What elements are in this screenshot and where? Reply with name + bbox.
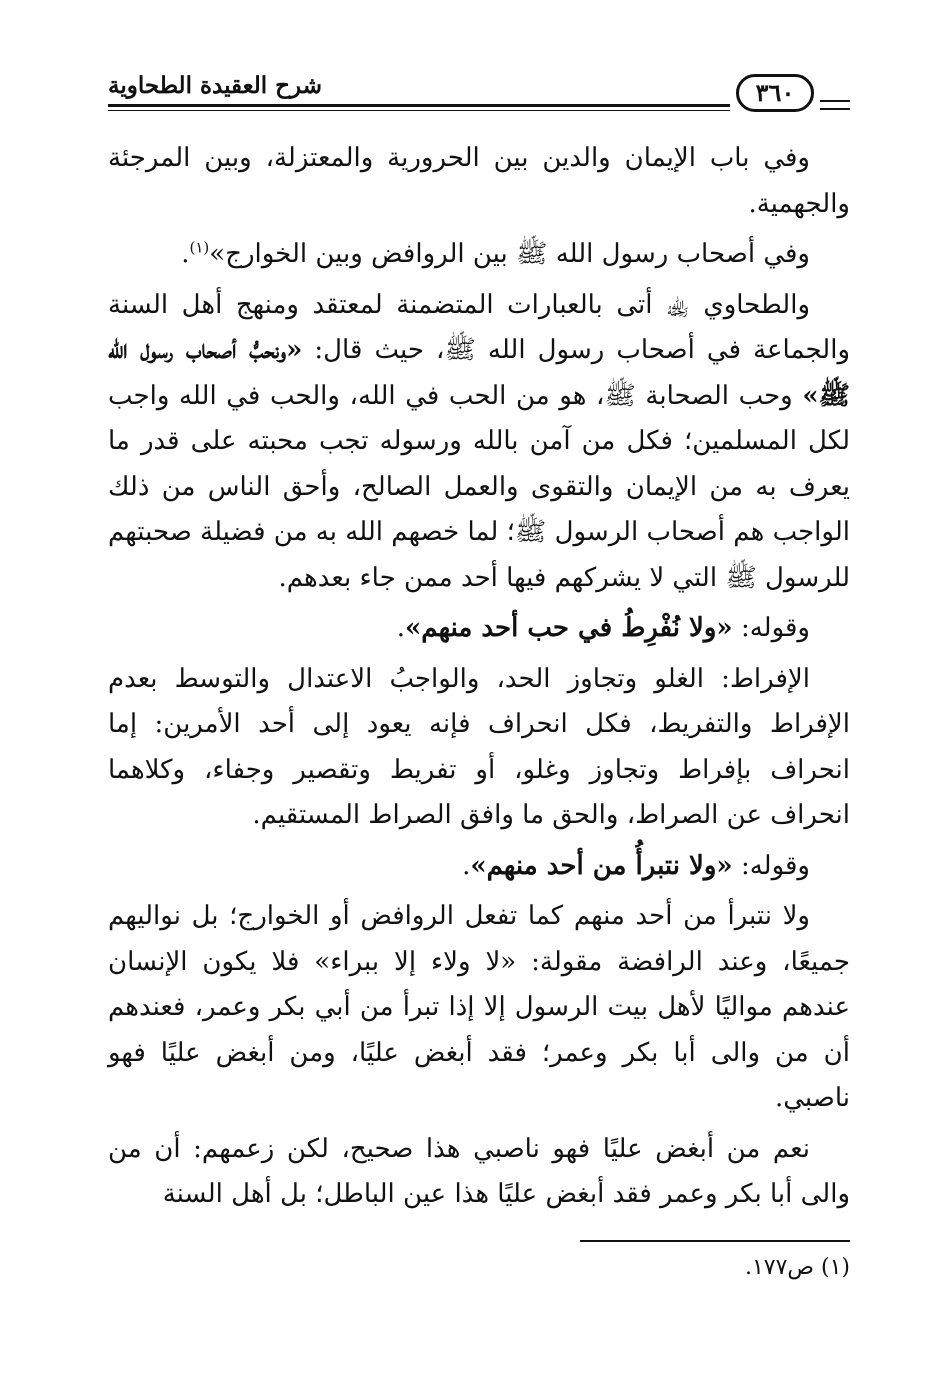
header-rule	[108, 104, 730, 107]
quote-no-excess: «ولا نُفْرِطُ في حب أحد منهم»	[405, 613, 733, 643]
period: .	[396, 613, 406, 643]
footnote: (١) ص١٧٧.	[744, 1255, 850, 1280]
book-title: شرح العقيدة الطحاوية	[108, 72, 322, 99]
paragraph-7: ولا نتبرأ من أحد منهم كما تفعل الروافض أو الخوارج؛ بل نواليهم جميعًا، وعند الرافضة مقولة: «لا ولاء إلا ببراء» فلا يكون الإنسان عندهم مواليًا لأهل بيت الرسول إلا إذا تبرأ من أبي بكر وعمر، فعندهم أن من والى أبا بكر وعمر؛ فقد أبغض عليًا، ومن أبغض عليًا فهو ناصبي.	[108, 901, 850, 1113]
footnote-rule	[580, 1240, 850, 1242]
page-header	[108, 70, 850, 114]
quote-love-companions: «ونحبُّ أصحاب رسول الله ﷺ»	[108, 335, 850, 411]
header-rule-right	[820, 100, 850, 102]
paragraph-4	[108, 606, 850, 652]
period: .	[181, 239, 190, 269]
paragraph-6-text: وقوله:	[740, 850, 810, 881]
body-text	[108, 136, 850, 1223]
header-rule-thin	[108, 110, 730, 111]
period: .	[462, 850, 471, 881]
paragraph-4-text: وقوله:	[740, 613, 810, 643]
paragraph-3-cont: وحب الصحابة ﷺ، هو من الحب في الله، والحب في الله واجب لكل المسلمين؛ فكل من آمن بالله ورسوله تجب محبته على قدر ما يعرف به من الإيمان والتقوى والعمل الصالح، وأحق الناس من ذلك الواجب هم أصحاب الرسول ﷺ؛ لما خصهم الله به من فضيلة صحبتهم للرسول ﷺ التي لا يشركهم فيها أحد ممن جاء بعدهم.	[108, 380, 850, 593]
paragraph-1: وفي باب الإيمان والدين بين الحرورية والمعتزلة، وبين المرجئة والجهمية.	[108, 143, 850, 219]
header-rule-right-2	[820, 108, 850, 110]
paragraph-2-text: وفي أصحاب رسول الله ﷺ بين الروافض وبين الخوارج»	[209, 239, 810, 269]
paragraph-5: الإفراط: الغلو وتجاوز الحد، والواجبُ الاعتدال والتوسط بعدم الإفراط والتفريط، فكل انحراف فإنه يعود إلى أحد الأمرين: إما انحراف بإفراط وتجاوز وغلو، أو تفريط وتقصير وجفاء، وكلاهما انحراف عن الصراط، والحق ما وافق الصراط المستقيم.	[108, 663, 850, 830]
paragraph-3	[108, 283, 850, 602]
footnote-ref: (١)	[189, 238, 210, 257]
page-number: ٣٦٠	[736, 74, 814, 112]
paragraph-3-text: والطحاوي ﵀ أتى بالعبارات المتضمنة لمعتقد ومنهج أهل السنة والجماعة في أصحاب رسول الله ﷺ، حيث قال:	[108, 289, 850, 365]
quote-no-disavow: «ولا نتبرأُ من أحد منهم»	[470, 850, 733, 881]
paragraph-2	[108, 232, 850, 278]
paragraph-6	[108, 844, 850, 890]
paragraph-8: نعم من أبغض عليًا فهو ناصبي هذا صحيح، لكن زعمهم: أن من والى أبا بكر وعمر فقد أبغض عليًا هذا عين الباطل؛ بل أهل السنة	[108, 1133, 850, 1209]
